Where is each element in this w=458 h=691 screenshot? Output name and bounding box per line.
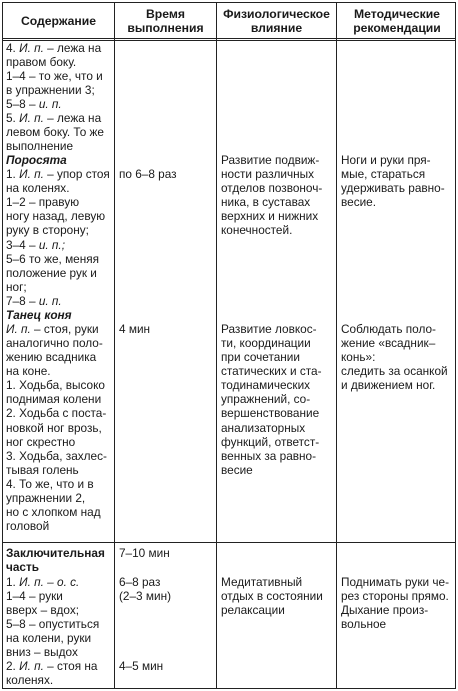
content-line: на коленях. bbox=[6, 181, 70, 195]
content-line: 1–4 – руки bbox=[6, 589, 63, 603]
phys-line: при сочетании bbox=[221, 350, 300, 364]
phys-line: весие bbox=[221, 463, 253, 477]
phys-line: анализаторных bbox=[221, 421, 306, 435]
content-line: но с хлопком над bbox=[6, 505, 101, 519]
content-line: 1. И. п. – упор стоя bbox=[6, 167, 110, 181]
phys-line: отдых в состоянии bbox=[221, 589, 323, 603]
phys-line: Развитие подвиж- bbox=[221, 153, 320, 167]
column-divider bbox=[114, 3, 115, 688]
content-line: 4. И. п. – лежа на bbox=[6, 41, 102, 55]
content-line: коленях. bbox=[6, 673, 54, 687]
content-line: 4. То же, что и в bbox=[6, 477, 94, 491]
content-line: правом боку. bbox=[6, 55, 77, 69]
section-title-final: часть bbox=[6, 560, 40, 574]
phys-line: функций, ответст- bbox=[221, 435, 320, 449]
phys-line: конечностей. bbox=[221, 223, 293, 237]
rec-line: Соблюдать поло- bbox=[341, 322, 436, 336]
content-line: выполнение bbox=[6, 139, 74, 153]
content-line: 1. И. п. – о. с. bbox=[6, 575, 80, 589]
content-line: 7–8 – и. п. bbox=[6, 294, 62, 308]
rec-line: рез стороны прямо. bbox=[341, 589, 449, 603]
content-line: головой bbox=[6, 519, 50, 533]
content-line: упражнении 2, bbox=[6, 491, 86, 505]
rec-line: жение «всадник– bbox=[341, 336, 436, 350]
rec-line: конь»: bbox=[341, 350, 376, 364]
rec-line: Ноги и руки пря- bbox=[341, 153, 431, 167]
rec-line: и движением ног. bbox=[341, 378, 436, 392]
exercise-table bbox=[2, 2, 456, 689]
content-line: новкой ног врозь, bbox=[6, 421, 102, 435]
column-divider bbox=[336, 3, 337, 688]
phys-line: Развитие ловкос- bbox=[221, 322, 317, 336]
row-divider bbox=[3, 542, 455, 543]
time-value: (2–3 мин) bbox=[119, 589, 172, 603]
rec-line: Поднимать руки че- bbox=[341, 575, 449, 589]
time-value: 4–5 мин bbox=[119, 659, 164, 673]
phys-line: ности различных bbox=[221, 167, 315, 181]
time-value: 4 мин bbox=[119, 322, 151, 336]
content-line: 3. Ходьба, захлес- bbox=[6, 449, 107, 463]
phys-line: вершенствование bbox=[221, 406, 320, 420]
content-line: 2. И. п. – стоя на bbox=[6, 659, 98, 673]
time-value: 7–10 мин bbox=[119, 546, 170, 560]
content-line: на коне. bbox=[6, 364, 51, 378]
content-line: ног скрестно bbox=[6, 435, 76, 449]
content-line: левом боку. То же bbox=[6, 125, 104, 139]
phys-line: венных за равно- bbox=[221, 449, 317, 463]
content-line: жению всадника bbox=[6, 350, 97, 364]
rec-line: следить за осанкой bbox=[341, 364, 448, 378]
content-line: 1. Ходьба, высоко bbox=[6, 378, 105, 392]
section-title-final: Заключительная bbox=[6, 546, 105, 560]
header-time: Время выполнения bbox=[127, 7, 204, 35]
content-line: 5–8 – опуститься bbox=[6, 617, 100, 631]
column-divider bbox=[216, 3, 217, 688]
phys-line: тодинамических bbox=[221, 378, 311, 392]
content-line: 2. Ходьба с поста- bbox=[6, 406, 107, 420]
content-line: поднимая колени bbox=[6, 392, 102, 406]
phys-line: упражнений, со- bbox=[221, 392, 311, 406]
exercise-title-tanets: Танец коня bbox=[6, 308, 72, 322]
content-line: ног; bbox=[6, 280, 27, 294]
phys-line: релаксации bbox=[221, 603, 285, 617]
content-line: вниз – выдох bbox=[6, 645, 78, 659]
rec-line: вольное bbox=[341, 617, 387, 631]
content-line: 1–4 – то же, что и bbox=[6, 69, 103, 83]
phys-line: ника, в суставах bbox=[221, 195, 311, 209]
rec-line: удерживать равно- bbox=[341, 181, 445, 195]
phys-line: отделов позвоноч- bbox=[221, 181, 323, 195]
content-line: 5–6 то же, меняя bbox=[6, 252, 100, 266]
content-line: 3–4 – и. п.; bbox=[6, 238, 65, 252]
content-line: аналогично поло- bbox=[6, 336, 103, 350]
content-line: на колени, руки bbox=[6, 631, 92, 645]
content-line: 5. И. п. – лежа на bbox=[6, 111, 102, 125]
header-recommendations: Методические рекомендации bbox=[353, 7, 441, 35]
content-line: ногу назад, левую bbox=[6, 209, 106, 223]
content-line: И. п. – стоя, руки bbox=[6, 322, 99, 336]
rec-line: мые, стараться bbox=[341, 167, 426, 181]
content-line: 5–8 – и. п. bbox=[6, 97, 62, 111]
header-physiological: Физиологическое влияние bbox=[223, 7, 330, 35]
phys-line: статических и ста- bbox=[221, 364, 322, 378]
phys-line: Медитативный bbox=[221, 575, 303, 589]
content-line: 1–2 – правую bbox=[6, 195, 80, 209]
header-content: Содержание bbox=[20, 14, 97, 28]
time-value: по 6–8 раз bbox=[119, 167, 177, 181]
content-line: в упражнении 3; bbox=[6, 83, 95, 97]
phys-line: ти, координации bbox=[221, 336, 311, 350]
rec-line: Дыхание произ- bbox=[341, 603, 429, 617]
content-line: вверх – вдох; bbox=[6, 603, 80, 617]
rec-line: весие. bbox=[341, 195, 377, 209]
content-line: руку в сторону; bbox=[6, 223, 89, 237]
time-value: 6–8 раз bbox=[119, 575, 161, 589]
content-line: положение рук и bbox=[6, 266, 97, 280]
phys-line: верхних и нижних bbox=[221, 209, 319, 223]
exercise-title-porosyata: Поросята bbox=[6, 153, 67, 167]
content-line: тывая голень bbox=[6, 463, 79, 477]
